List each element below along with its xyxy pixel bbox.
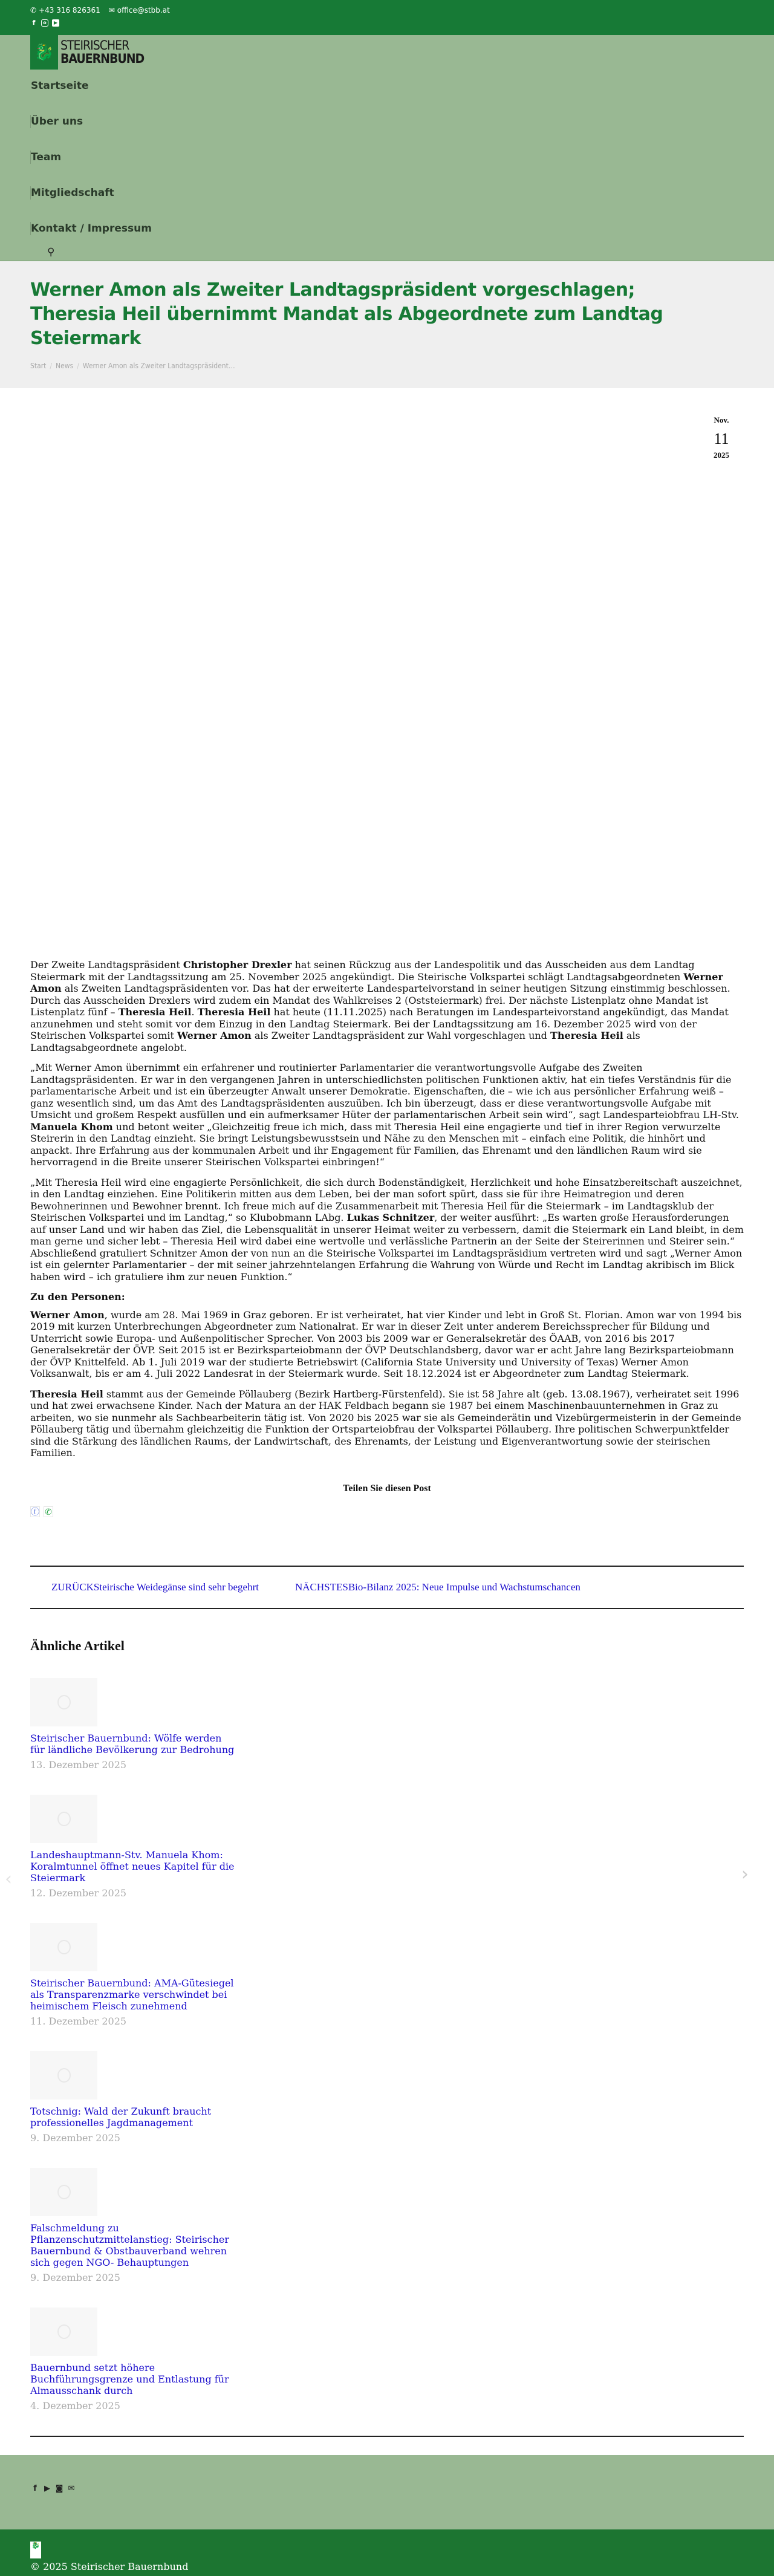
article-thumbnail[interactable] (30, 1923, 97, 1971)
page-title: Werner Amon als Zweiter Landtagspräsident vorgeschlagen; Theresia Heil übernimmt Mandat als Abgeordnete zum Landtag Steiermark (30, 279, 663, 349)
related-article-link[interactable]: Bauernbund setzt höhere Buchführungsgrenze und Entlastung für Almausschank durch (30, 2361, 229, 2396)
related-article (30, 2308, 236, 2412)
bold-text: Lukas Schnitzer (346, 1212, 435, 1223)
article-thumbnail[interactable] (30, 1795, 97, 1843)
nav-kontakt[interactable]: Kontakt / Impressum (31, 223, 152, 235)
loading-spinner-icon (57, 2068, 71, 2083)
related-article (30, 1923, 236, 2027)
bold-text: Werner Amon (177, 1030, 252, 1041)
whatsapp-icon[interactable]: ✆ (44, 1506, 53, 1517)
related-article-date: 13. Dezember 2025 (30, 1758, 127, 1771)
divider (30, 2436, 744, 2437)
text: und betont weiter „Gleichzeitig freue ich mich, dass mit Theresia Heil eine engagierte und tief in ihrer Region verwurzelte Steirerin in den Landtag einzieht. Sie bringt Leistungsbewusstsein und Nähe zu den Menschen mit – einfach eine Politik, die hinhört und anpackt. Ihre Erfahrung aus der kommunalen Arbeit und ihr Engagement für Familien, das Ehrenamt und den ländlichen Raum wird sie hervorragend in die Breite unserer Steirischen Volkspartei einbringen!“ (30, 1120, 721, 1168)
breadcrumb-news[interactable]: News (56, 362, 74, 370)
loading-spinner-icon (57, 2324, 71, 2339)
loading-spinner-icon (57, 1695, 71, 1709)
related-article-date: 9. Dezember 2025 (30, 2132, 120, 2144)
related-article-date: 9. Dezember 2025 (30, 2271, 120, 2283)
article-body (0, 959, 774, 1459)
article-paragraph (30, 1062, 744, 1168)
footer-logo: 🐉 (30, 2542, 41, 2558)
loading-spinner-icon (57, 1812, 71, 1826)
facebook-icon[interactable]: ⓕ (31, 1507, 39, 1517)
logo[interactable] (30, 35, 160, 70)
article-paragraph (30, 959, 744, 1053)
loading-spinner-icon (57, 1940, 71, 1954)
text: als Zweiter Landtagspräsident zur Wahl vorgeschlagen und (251, 1030, 550, 1041)
related-article-link[interactable]: Landeshauptmann-Stv. Manuela Khom: Koralmtunnel öffnet neues Kapitel für die Steiermark (30, 1849, 235, 1884)
share-buttons (30, 1506, 744, 1517)
logo-panther-icon: 🐉 (30, 35, 58, 70)
header (0, 35, 774, 260)
related-article-link[interactable]: Falschmeldung zu Pflanzenschutzmittelanstieg: Steirischer Bauernbund & Obstbauverband wehren sich gegen NGO- Behauptungen (30, 2222, 229, 2268)
bold-text: Christopher Drexler (183, 959, 292, 971)
article-paragraph (30, 1309, 744, 1380)
nav-ueber-uns[interactable]: Über uns (31, 115, 83, 128)
text: , der weiter ausführt: „Es warten große Herausforderungen auf unser Land und wir haben das Ziel, die Lebensqualität in unserer Heimat weiter zu verbessern, damit die Steiermark ein Land bleibt, in dem man gerne und sicher lebt – Theresia Heil wird dabei eine wertvolle und verlässliche Partnerin an der Seite der Steirerinnen und Steirer sein.“ Abschließend gratuliert Schnitzer Amon der von nun an die Steirische Volkspartei im Landtagspräsidium vertreten wird und sagt „Werner Amon ist ein gelernter Parlamentarier – der mit seiner jahrzehntelangen Erfahrung die Wahrung von Würde und Recht im Landtag akribisch im Blick haben wird – ich gratuliere ihm zur neuen Funktion.“ (30, 1212, 744, 1283)
text: „Mit Werner Amon übernimmt ein erfahrener und routinierter Parlamentarier die verantwortungsvolle Aufgabe des Zweiten Landtagspräsidenten. Er war in den vergangenen Jahren in unterschiedlichsten politischen Funktionen aktiv, hat ein tiefes Verständnis für die parlamentarische Arbeit und ist ein überzeugter Anwalt unserer Demokratie. Eigenschaften, die – wie ich aus persönlicher Erfahrung weiß – ganz wesentlich sind, um das Amt des Landtagspräsidenten auszuüben. Ich bin überzeugt, dass er diese verantwortungsvolle Aufgabe mit Umsicht und großem Respekt ausfüllen und ein aufmerksamer Hüter der parlamentarischen Arbeit sein wird“, sagt Landesparteiobfrau LH-Stv. (30, 1062, 739, 1120)
logo-line1: STEIRISCHER (60, 38, 129, 53)
email-link[interactable]: ✉ office@stbb.at (108, 6, 170, 15)
text: „Mit Theresia Heil wird eine engagierte Persönlichkeit, die sich durch Bodenständigkeit, Herzlichkeit und hohe Einsatzbereitschaft auszeichnet, in den Landtag einziehen. Eine Politikerin mitten aus dem Leben, bei der man sofort spürt, dass sie für ihre Heimatregion und deren Bewohnerinnen und Bewohner brennt. Ich freue mich auf die Zusammenarbeit mit Theresia Heil für die Steiermark – im Landtagsklub der Steirischen Volkspartei und im Landtag,“ so Klubobmann LAbg. (30, 1176, 743, 1223)
nav-team[interactable]: Team (31, 151, 62, 163)
youtube-icon[interactable]: ▶ (52, 19, 59, 27)
date-year: 2025 (714, 450, 729, 460)
footer-social (0, 2455, 774, 2529)
related-article-link[interactable]: Steirischer Bauernbund: AMA-Gütesiegel als Transparenzmarke verschwindet bei heimischem Fleisch zunehmend (30, 1977, 234, 2012)
related-article-date: 12. Dezember 2025 (30, 1887, 127, 1899)
article-paragraph (30, 1388, 744, 1459)
bold-text: Manuela Khom (30, 1120, 113, 1133)
facebook-icon[interactable]: f (32, 19, 36, 27)
chevron-left-icon[interactable]: ‹ (5, 1868, 12, 1890)
related-article (30, 2168, 236, 2283)
footer-bottom (0, 2529, 774, 2576)
breadcrumb-start[interactable]: Start (30, 362, 47, 370)
article-thumbnail[interactable] (30, 1678, 97, 1726)
text: stammt aus der Gemeinde Pöllauberg (Bezirk Hartberg-Fürstenfeld). Sie ist 58 Jahre alt (geb. 13.08.1967), verheiratet seit 1996 und hat zwei erwachsene Kinder. Nach der Matura an der HAK Feldbach begann sie 1987 bei einem Maschinenbauunternehmen in Graz zu arbeiten, wo sie nunmehr als Sachbearbeiterin tätig ist. Von 2020 bis 2025 war sie als Gemeinderätin und Vizebürgermeisterin in der Gemeinde Pöllauberg tätig und übernahm gleichzeitig die Funktion der Ortsparteiobfrau der Volkspartei Pöllauberg. Ihre politischen Schwerpunktfelder sind die Stärkung des ländlichen Raums, der Landwirtschaft, des Ehrenamts, der Leistung und Eigenverantwortung sowie der steirischen Familien. (30, 1388, 741, 1459)
instagram-icon[interactable]: o (41, 19, 48, 27)
related-article-date: 11. Dezember 2025 (30, 2015, 127, 2027)
search-icon[interactable]: ⚲ (47, 246, 55, 258)
phone-icon: ✆ (30, 6, 37, 15)
related-article-link[interactable]: Totschnig: Wald der Zukunft braucht professionelles Jagdmanagement (30, 2105, 212, 2129)
date-month: Nov. (714, 415, 729, 424)
related-article (30, 1678, 236, 1771)
related-article-date: 4. Dezember 2025 (30, 2399, 120, 2412)
breadcrumb: Start / News / Werner Amon als Zweiter Landtagspräsident… (30, 362, 235, 370)
related-articles-carousel (5, 1678, 749, 2412)
page-title-band (0, 260, 774, 388)
article-thumbnail[interactable] (30, 2051, 97, 2100)
breadcrumb-current: Werner Amon als Zweiter Landtagspräsident… (82, 362, 235, 370)
related-article-link[interactable]: Steirischer Bauernbund: Wölfe werden für ländliche Bevölkerung zur Bedrohung (30, 1732, 235, 1755)
related-articles-title: Ähnliche Artikel (30, 1638, 125, 1653)
logo-line2: BAUERNBUND (60, 51, 145, 66)
bold-text: Werner Amon (30, 971, 723, 994)
loading-spinner-icon (57, 2185, 71, 2199)
mail-icon: ✉ (108, 6, 115, 15)
post-navigation (30, 1566, 744, 1609)
text: als Landtagsabgeordnete angelobt. (30, 1030, 640, 1053)
bold-text: Theresia Heil (30, 1388, 103, 1400)
main-nav (30, 79, 744, 235)
share-title: Teilen Sie diesen Post (343, 1483, 431, 1494)
nav-mitgliedschaft[interactable]: Mitgliedschaft (31, 187, 114, 199)
bold-text: Zu den Personen: (30, 1291, 125, 1303)
phone-link[interactable]: ✆ +43 316 826361 (30, 6, 100, 15)
related-article (30, 1795, 236, 1899)
bold-text: Theresia Heil (118, 1006, 192, 1018)
youtube-icon[interactable]: ▶ (44, 2483, 50, 2493)
bold-text: Werner Amon (30, 1309, 105, 1321)
chevron-right-icon[interactable]: › (741, 1863, 749, 1885)
copyright: © 2025 Steirischer Bauernbund (30, 2560, 189, 2571)
article-paragraph (30, 1177, 744, 1283)
text: Der Zweite Landtagspräsident (30, 959, 183, 971)
article-thumbnail[interactable] (30, 2308, 97, 2356)
nav-startseite[interactable]: Startseite (31, 80, 89, 92)
article-thumbnail[interactable] (30, 2168, 97, 2216)
next-post-link[interactable]: NÄCHSTESBio-Bilanz 2025: Neue Impulse und Wachstumschancen (294, 1581, 580, 1593)
previous-post-link[interactable]: ZURÜCKSteirische Weidegänse sind sehr begehrt (51, 1581, 259, 1593)
facebook-icon[interactable]: f (33, 2483, 37, 2493)
bold-text: Theresia Heil (550, 1030, 623, 1041)
text: . (191, 1006, 198, 1018)
featured-media-area (0, 388, 774, 959)
text: , wurde am 28. Mai 1969 in Graz geboren. Er ist verheiratet, hat vier Kinder und lebt in Groß St. Florian. Amon war von 1994 bis 2019 mit kurzen Unterbrechungen Abgeordneter zum Nationalrat. Er war in dieser Zeit unter anderem Bereichssprecher für Bildung und Unterricht sowie Europa- und Außenpolitischer Sprecher. Von 2003 bis 2009 war er Generalsekretär des ÖAAB, von 2016 bis 2017 Generalsekretär der ÖVP. Seit 2015 ist er Bezirksparteiobmann der ÖVP Deutschlandsberg, davor war er acht Jahre lang Bezirksparteiobmann der ÖVP Knittelfeld. Ab 1. Juli 2019 war der studierte Betriebswirt (California State University und University of Texas) Werner Amon Volksanwalt, bis er am 4. Juli 2022 Landesrat in der Steiermark wurde. Seit 18.12.2024 ist er Abgeordneter zum Landtag Steiermark. (30, 1309, 742, 1379)
related-article (30, 2051, 236, 2144)
date-day: 11 (714, 430, 729, 447)
post-date (711, 415, 732, 460)
mail-icon[interactable]: ✉ (68, 2483, 75, 2493)
text: hat seinen Rückzug aus der Landespolitik und das Ausscheiden aus dem Landtag Steiermark mit der Landtagssitzung am 25. November 2025 angekündigt. Die Steirische Volkspartei schlägt Landtagsabgeordneten (30, 959, 695, 983)
text: als Zweiten Landtagspräsidenten vor. Das hat der erweiterte Landesparteivorstand in seiner heutigen Sitzung einstimmig beschlossen. Durch das Ausscheiden Drexlers wird zudem ein Mandat des Wahlkreises 2 (Oststeiermark) frei. Der nächste Listenplatz ohne Mandat ist Listenplatz fünf – (30, 983, 730, 1018)
section-heading (30, 1291, 744, 1303)
text: hat heute (11.11.2025) nach Beratungen im Landesparteivorstand angekündigt, das Mandat anzunehmen und steht somit vor dem Einzug in den Landtag Steiermark. Bei der Landtagssitzung am 16. Dezember 2025 wird von der Steirischen Volkspartei somit (30, 1006, 729, 1041)
top-bar (0, 0, 774, 35)
instagram-icon[interactable]: ◙ (55, 2483, 63, 2493)
bold-text: Theresia Heil (197, 1006, 271, 1018)
